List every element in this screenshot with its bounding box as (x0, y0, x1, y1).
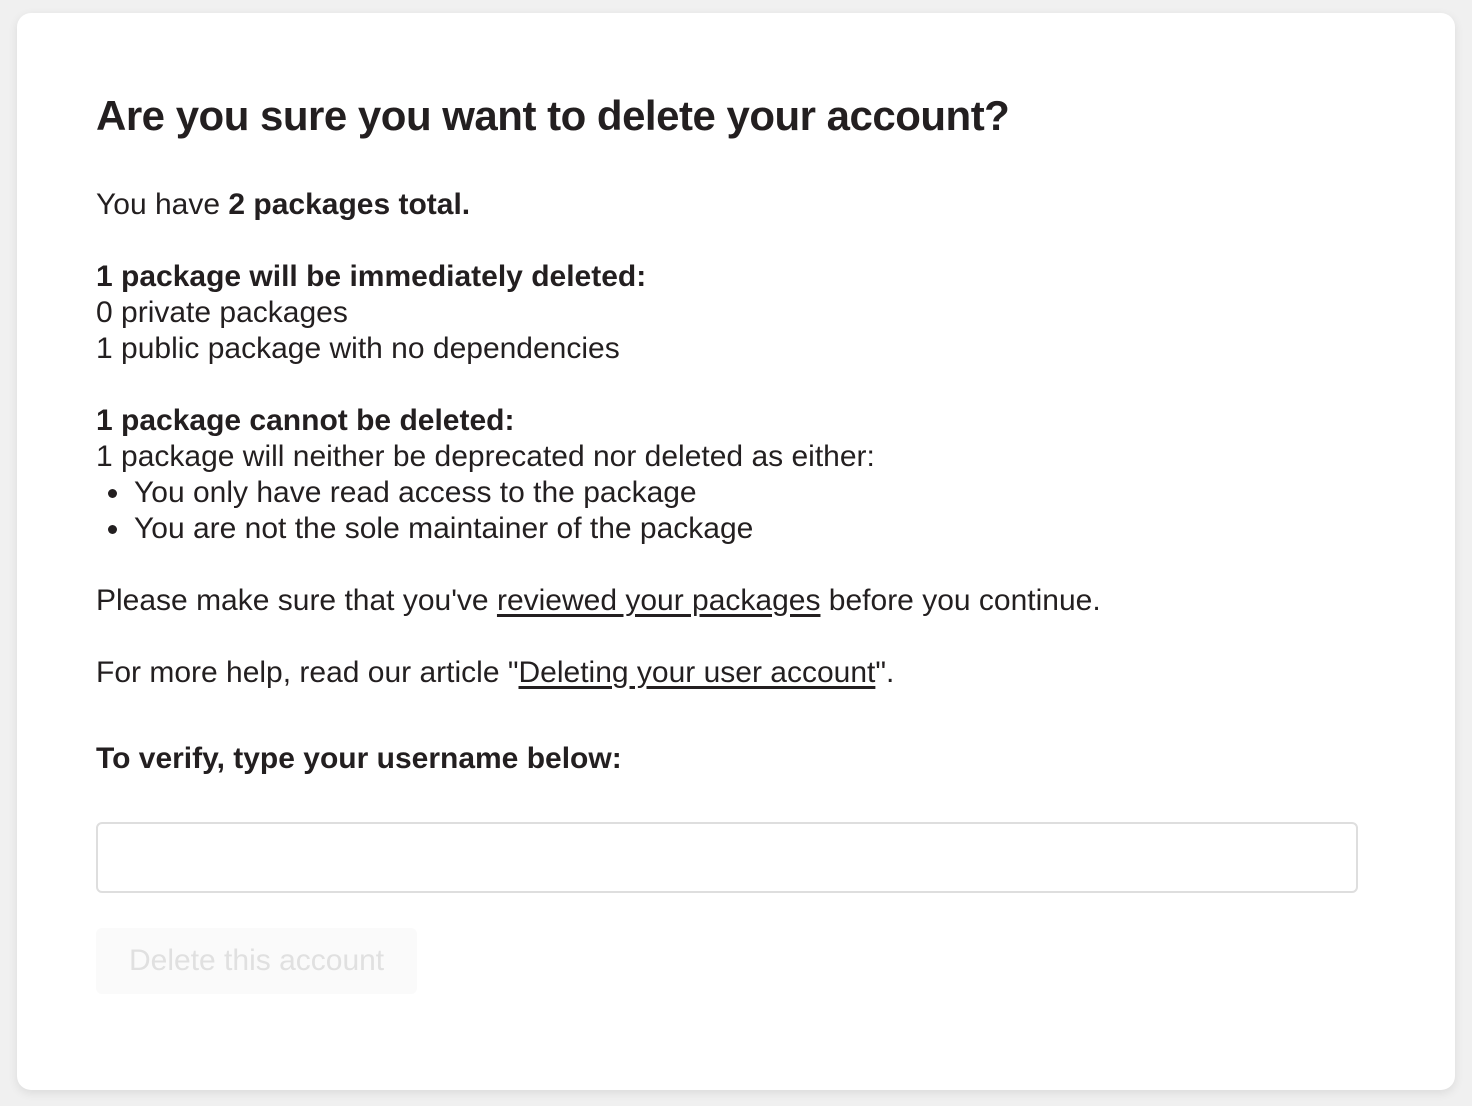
deleting-account-article-link[interactable]: Deleting your user account (518, 656, 876, 689)
not-deletable-description: 1 package will neither be deprecated nor deleted as either: (96, 440, 875, 473)
packages-summary-prefix: You have (96, 188, 229, 221)
list-item: • You are not the sole maintainer of the package (132, 511, 1358, 547)
review-note-before: Please make sure that you've (96, 584, 497, 617)
not-deletable-section (96, 403, 1358, 547)
delete-account-button[interactable]: Delete this account (96, 928, 417, 994)
review-note (96, 583, 1358, 619)
deletable-section (96, 259, 1358, 367)
page-title: Are you sure you want to delete your account? (96, 92, 1010, 139)
deletable-heading: 1 package will be immediately deleted: (96, 260, 647, 293)
delete-account-card (17, 13, 1455, 1090)
help-note-after: ". (875, 656, 895, 689)
help-note (96, 655, 1358, 691)
deletable-private-count: 0 private packages (96, 296, 348, 329)
reviewed-packages-link[interactable]: reviewed your packages (496, 584, 821, 617)
review-note-after: before you continue. (820, 584, 1101, 617)
help-note-before: For more help, read our article " (96, 656, 519, 689)
packages-summary-count: 2 packages total. (228, 188, 471, 221)
list-item: • You only have read access to the package (132, 475, 1358, 511)
verify-username-label: To verify, type your username below: (96, 742, 622, 775)
packages-summary (96, 187, 1358, 223)
username-input[interactable] (96, 822, 1358, 893)
not-deletable-reasons-list (96, 475, 1358, 547)
deletable-public-count: 1 public package with no dependencies (96, 332, 620, 365)
not-deletable-heading: 1 package cannot be deleted: (96, 404, 515, 437)
